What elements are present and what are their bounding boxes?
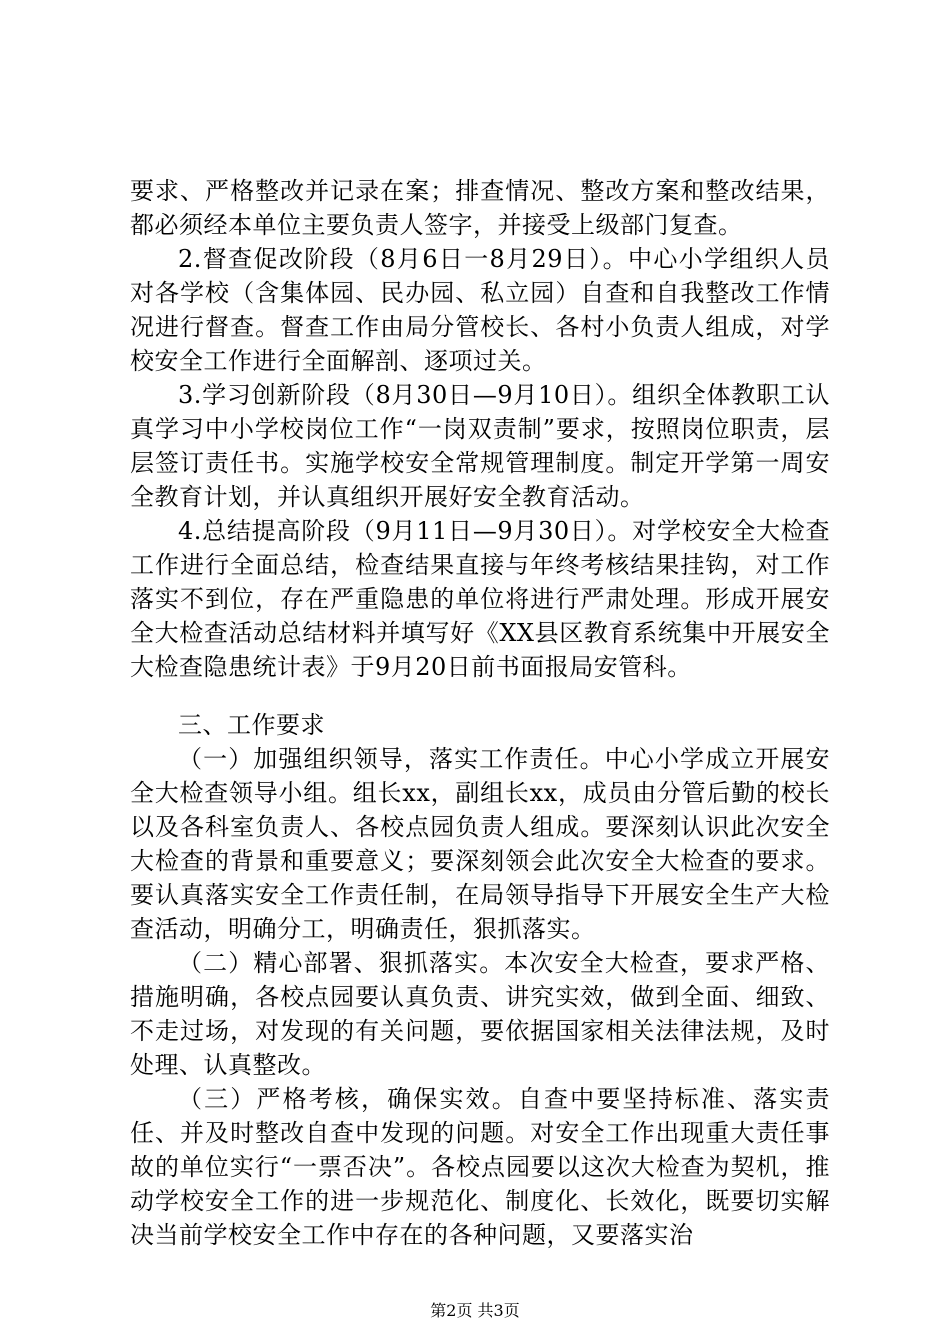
section-heading-work-requirements: 三、工作要求 <box>178 711 325 739</box>
paragraph-stage-4: 4.总结提高阶段（9月11日—9月30日）。对学校安全大检查工作进行全面总结，检查结果直接与年终考核结果挂钩，对工作落实不到位，存在严重隐患的单位将进行严肃处理。形成开展安全大检查活动总结材料并填写好《XX县区教育系统集中开展安全大检查隐患统计表》于9月20日前书面报局安管科。 <box>130 517 830 681</box>
document-body <box>130 174 830 1252</box>
paragraph-requirement-1: （一）加强组织领导，落实工作责任。中心小学成立开展安全大检查领导小组。组长xx，副组长xx，成员由分管后勤的校长以及各科室负责人、各校点园负责人组成。要深刻认识此次安全大检查的背景和重要意义；要深刻领会此次安全大检查的要求。要认真落实安全工作责任制，在局领导指导下开展安全生产大检查活动，明确分工，明确责任，狠抓落实。 <box>130 745 830 943</box>
page-number-footer: 第2页 共3页 <box>430 1301 520 1320</box>
paragraph-stage-2: 2.督查促改阶段（8月6日一8月29日）。中心小学组织人员对各学校（含集体园、民办园、私立园）自查和自我整改工作情况进行督查。督查工作由局分管校长、各村小负责人组成，对学校安全工作进行全面解剖、逐项过关。 <box>130 245 830 375</box>
paragraph-requirement-3: （三）严格考核，确保实效。自查中要坚持标准、落实责任、并及时整改自查中发现的问题。对安全工作出现重大责任事故的单位实行“一票否决”。各校点园要以这次大检查为契机，推动学校安全工作的进一步规范化、制度化、长效化，既要切实解决当前学校安全工作中存在的各种问题，又要落实治 <box>130 1085 830 1249</box>
section-spacer <box>130 684 830 708</box>
paragraph-stage-3: 3.学习创新阶段（8月30日—9月10日）。组织全体教职工认真学习中小学校岗位工作“一岗双责制”要求，按照岗位职责，层层签订责任书。实施学校安全常规管理制度。制定开学第一周安全教育计划，并认真组织开展好安全教育活动。 <box>130 381 830 511</box>
paragraph-requirements-continued: 要求、严格整改并记录在案；排查情况、整改方案和整改结果，都必须经本单位主要负责人签字，并接受上级部门复查。 <box>130 177 830 239</box>
paragraph-requirement-2: （二）精心部署、狠抓落实。本次安全大检查，要求严格、措施明确，各校点园要认真负责、讲究实效，做到全面、细致、不走过场，对发现的有关问题，要依据国家相关法律法规，及时处理、认真整改。 <box>130 949 830 1079</box>
